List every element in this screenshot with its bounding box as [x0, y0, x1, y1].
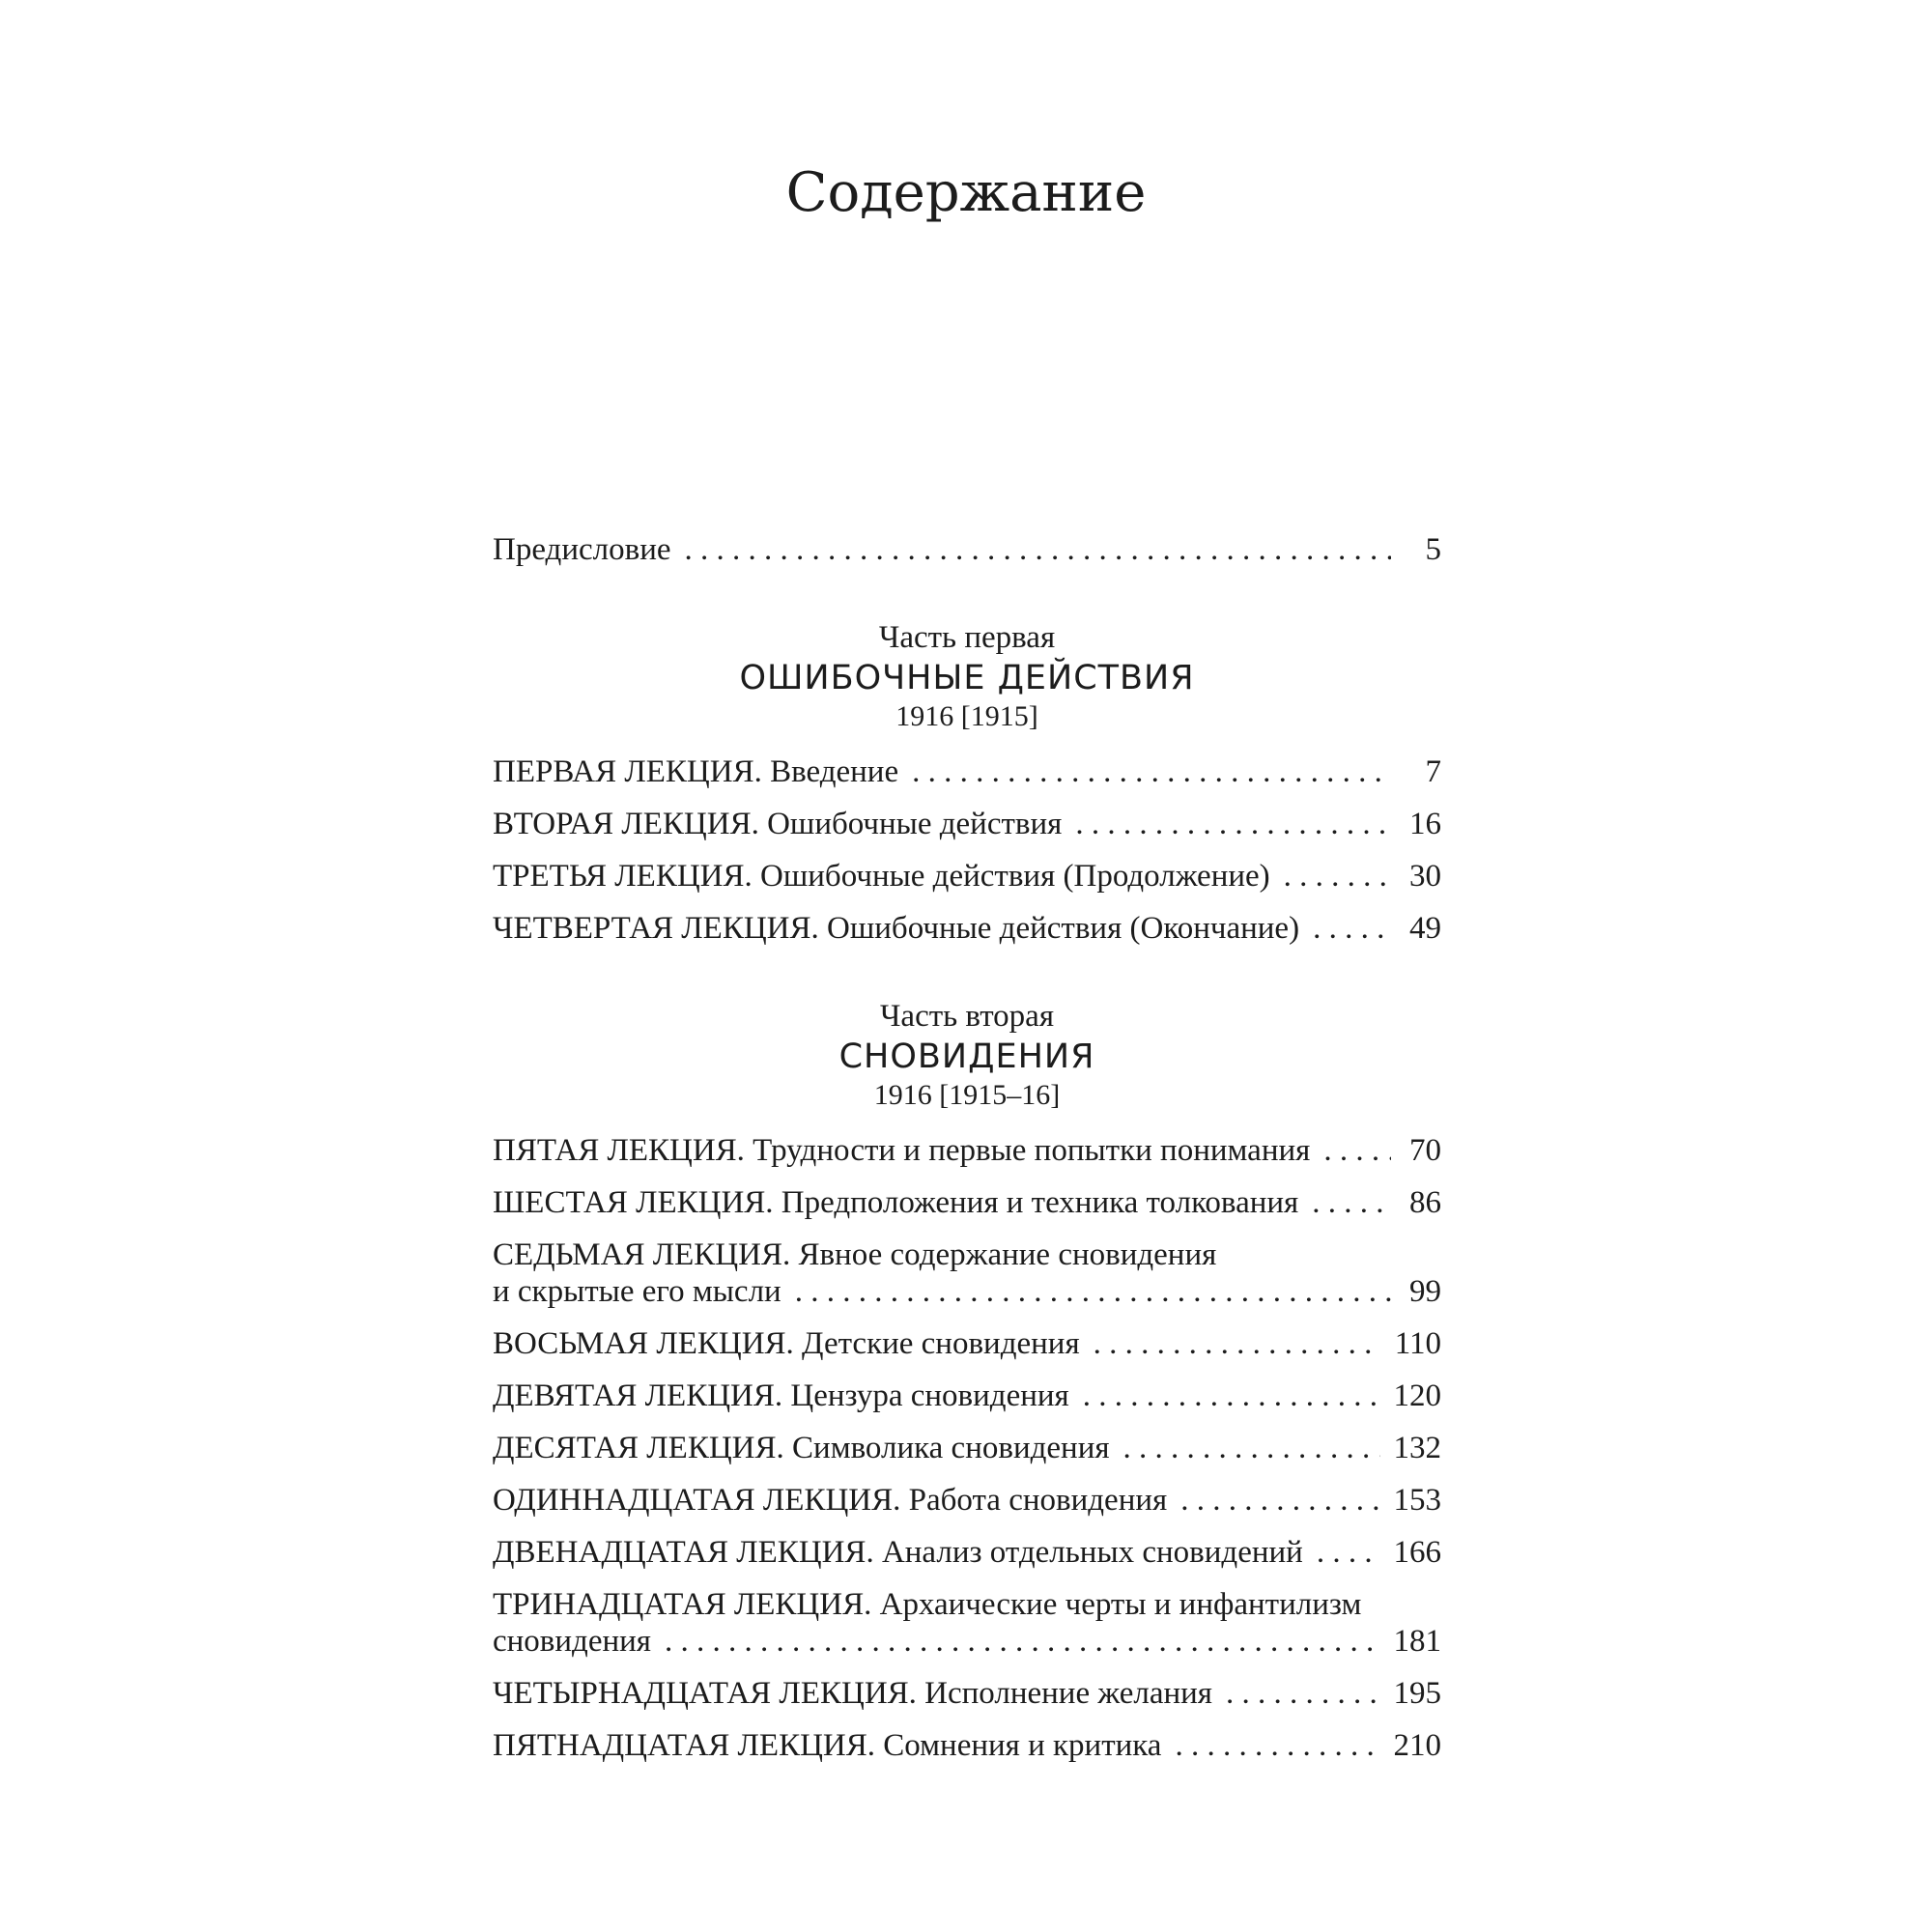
dot-leaders: [685, 531, 1392, 568]
dot-leaders: [1175, 1727, 1379, 1764]
dot-leaders: [1312, 1184, 1391, 1221]
toc-page-number: 16: [1409, 807, 1441, 841]
part-years: 1916 [1915–16]: [873, 1079, 1061, 1111]
dot-leaders: [1284, 858, 1391, 895]
toc-entry[interactable]: [493, 1236, 1441, 1310]
toc-page-number: 99: [1409, 1274, 1441, 1309]
dot-leaders: [1180, 1482, 1379, 1519]
toc-entry-title: ДВЕНАДЦАТАЯ ЛЕКЦИЯ. Анализ отдельных сновидений: [493, 1535, 1303, 1570]
part-heading: СНОВИДЕНИЯ: [838, 1037, 1095, 1076]
dot-leaders: [795, 1273, 1391, 1310]
toc-page-number: 86: [1409, 1185, 1441, 1220]
part-heading: ОШИБОЧНЫЕ ДЕЙСТВИЯ: [739, 659, 1195, 697]
toc-page-number: 5: [1425, 532, 1441, 567]
toc-entry[interactable]: [493, 858, 1441, 895]
toc-entry-title-continued: и скрытые его мысли: [493, 1274, 781, 1309]
page-title: Содержание: [785, 161, 1147, 224]
toc-entry-title: ВОСЬМАЯ ЛЕКЦИЯ. Детские сновидения: [493, 1326, 1080, 1361]
dot-leaders: [1226, 1675, 1380, 1712]
toc-entry[interactable]: [493, 1132, 1441, 1169]
dot-leaders: [665, 1623, 1380, 1660]
toc-entry[interactable]: [493, 1534, 1441, 1571]
toc-entry[interactable]: [493, 753, 1441, 790]
part-header: [493, 618, 1441, 734]
toc-entry[interactable]: [493, 1184, 1441, 1221]
dot-leaders: [1323, 1132, 1391, 1169]
toc-entry-title: СЕДЬМАЯ ЛЕКЦИЯ. Явное содержание сновидения: [493, 1237, 1217, 1272]
part-header: [493, 997, 1441, 1113]
toc-page-number: 30: [1409, 859, 1441, 894]
toc-entry-title: ПЯТНАДЦАТАЯ ЛЕКЦИЯ. Сомнения и критика: [493, 1728, 1162, 1763]
toc-entry-title: ЧЕТЫРНАДЦАТАЯ ЛЕКЦИЯ. Исполнение желания: [493, 1676, 1212, 1711]
toc-entry[interactable]: [493, 1325, 1441, 1362]
toc-page-number: 210: [1393, 1728, 1441, 1763]
dot-leaders: [912, 753, 1391, 790]
toc-entry-title: ОДИННАДЦАТАЯ ЛЕКЦИЯ. Работа сновидения: [493, 1483, 1168, 1518]
toc-page-number: 132: [1393, 1431, 1441, 1465]
toc-entry[interactable]: [493, 1727, 1441, 1764]
toc-page-number: 7: [1425, 754, 1441, 789]
toc-entry-title: ДЕСЯТАЯ ЛЕКЦИЯ. Символика сновидения: [493, 1431, 1110, 1465]
toc-entry-title: Предисловие: [493, 532, 671, 567]
toc-entry[interactable]: [493, 1586, 1441, 1660]
part-label: Часть вторая: [879, 999, 1055, 1034]
toc-entry-title: ШЕСТАЯ ЛЕКЦИЯ. Предположения и техника толкования: [493, 1185, 1299, 1220]
toc-page-number: 110: [1394, 1326, 1441, 1361]
toc-entry-title: ДЕВЯТАЯ ЛЕКЦИЯ. Цензура сновидения: [493, 1378, 1069, 1413]
toc-page-number: 166: [1393, 1535, 1441, 1570]
toc-entry-preface[interactable]: [493, 531, 1441, 568]
toc-entry[interactable]: [493, 910, 1441, 947]
dot-leaders: [1313, 910, 1391, 947]
toc-page-number: 70: [1409, 1133, 1441, 1168]
part-label: Часть первая: [878, 620, 1056, 655]
toc-entry[interactable]: [493, 1378, 1441, 1414]
toc-page-number: 153: [1393, 1483, 1441, 1518]
part-years: 1916 [1915]: [895, 700, 1038, 732]
table-of-contents: [493, 531, 1441, 1779]
toc-page-number: 181: [1393, 1624, 1441, 1659]
toc-entry[interactable]: [493, 1430, 1441, 1466]
toc-entry-title: ВТОРАЯ ЛЕКЦИЯ. Ошибочные действия: [493, 807, 1063, 841]
toc-page-number: 120: [1393, 1378, 1441, 1413]
toc-entry-title: ТРЕТЬЯ ЛЕКЦИЯ. Ошибочные действия (Продолжение): [493, 859, 1270, 894]
toc-entry[interactable]: [493, 1675, 1441, 1712]
toc-entry-title: ПЕРВАЯ ЛЕКЦИЯ. Введение: [493, 754, 899, 789]
toc-page-number: 49: [1409, 911, 1441, 946]
toc-entry-title: ЧЕТВЕРТАЯ ЛЕКЦИЯ. Ошибочные действия (Окончание): [493, 911, 1300, 946]
dot-leaders: [1317, 1534, 1380, 1571]
toc-page-number: 195: [1393, 1676, 1441, 1711]
toc-entry-title: ТРИНАДЦАТАЯ ЛЕКЦИЯ. Архаические черты и инфантилизм: [493, 1587, 1362, 1622]
toc-entry[interactable]: [493, 806, 1441, 842]
dot-leaders: [1123, 1430, 1380, 1466]
dot-leaders: [1083, 1378, 1380, 1414]
toc-entry-title: ПЯТАЯ ЛЕКЦИЯ. Трудности и первые попытки понимания: [493, 1133, 1311, 1168]
toc-entry-title-continued: сновидения: [493, 1624, 651, 1659]
toc-entry[interactable]: [493, 1482, 1441, 1519]
dot-leaders: [1094, 1325, 1381, 1362]
dot-leaders: [1075, 806, 1391, 842]
